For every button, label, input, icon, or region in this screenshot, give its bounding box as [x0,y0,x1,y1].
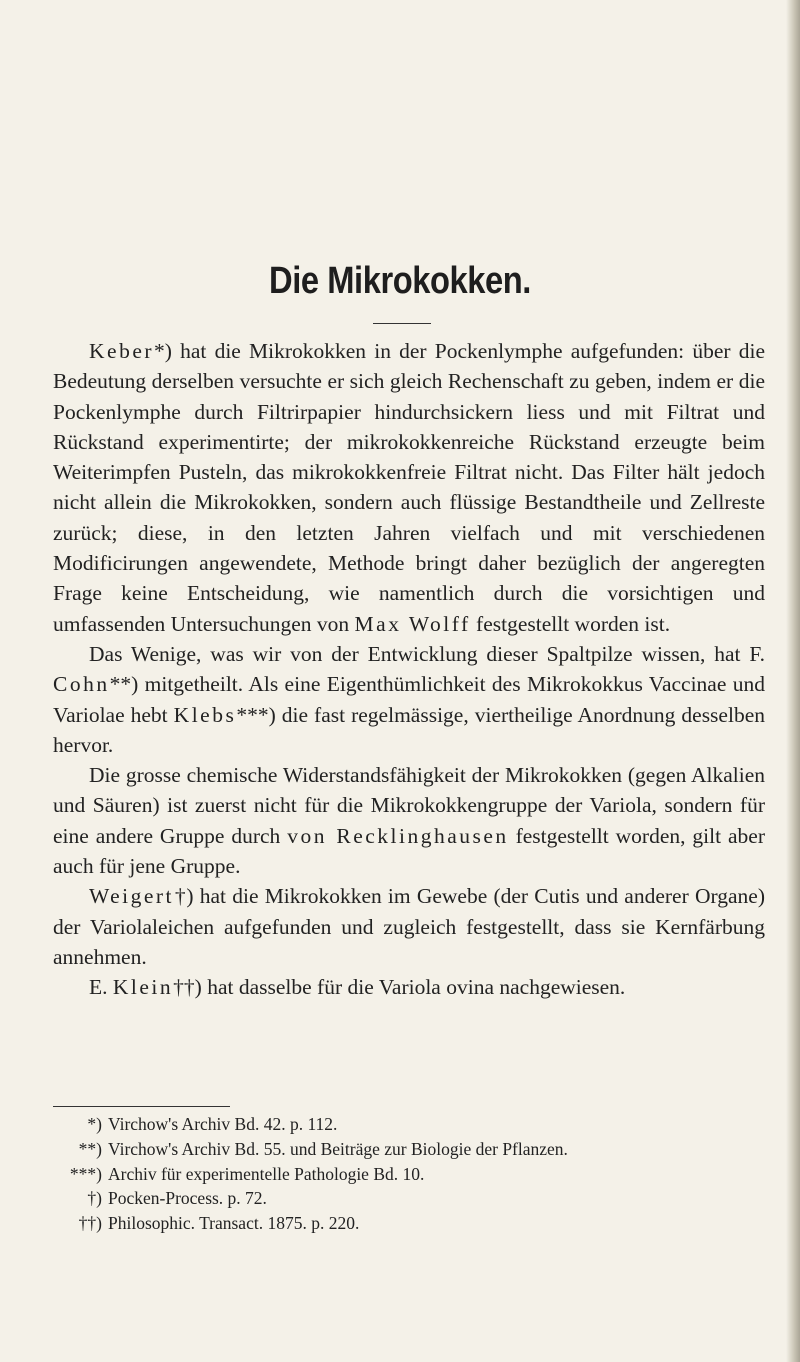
footnote-text: Pocken-Process. p. 72. [108,1188,267,1209]
footnote-text: Virchow's Archiv Bd. 42. p. 112. [108,1114,338,1134]
page-title: Die Mikrokokken. [269,260,531,302]
footnote-mark: **) [78,1138,102,1159]
footnote-mark: ††) [78,1213,102,1234]
paragraph [53,760,765,881]
author-name: Weigert [89,884,175,909]
paragraph [53,972,765,1002]
author-name: Keber [89,339,155,363]
text-run: E. [89,975,113,1000]
author-name: Cohn [53,672,110,697]
paragraph [53,639,765,760]
footnote-text: Archiv für experimentelle Pathologie Bd. 10. [108,1163,425,1184]
author-name: Klein [112,975,174,1000]
author-name: Klebs [173,702,237,727]
footnote-mark: ***) [69,1163,102,1184]
text-run: Die grosse chemische Widerstandsfähigkeit der Mikrokokken (gegen Alkalien und Säuren) ist zuerst nicht für die Mikrokokkengruppe der Variola, sondern für eine andere Gruppe durch [53,763,765,848]
footnote [68,1211,768,1236]
title-divider [373,323,431,324]
text-run: Das Wenige, was wir von der Entwicklung dieser Spaltpilze wissen, hat F. [89,641,765,666]
footnote-divider [53,1106,230,1107]
footnote [68,1186,768,1211]
footnote-mark: *) [87,1114,102,1134]
footnote-mark: †) [87,1188,102,1209]
footnote [68,1137,768,1162]
footnote-text: Philosophic. Transact. 1875. p. 220. [108,1213,360,1234]
text-run: *) hat die Mikrokokken in der Pockenlymphe aufgefunden: über die Bedeutung derselben versuchte er sich gleich Rechenschaft zu geben, indem er die Pockenlymphe durch Filtrirpapier hindurchsickern liess und mit Filtrat und Rückstand experimentirte; der mikrokokkenreiche Rückstand erzeugte beim Weiterimpfen Pusteln, das mikrokokkenfreie Filtrat nicht. Das Filter hält jedoch nicht allein die Mikrokokken, sondern auch flüssige Bestandtheile und Zellreste zurück; diese, in den letzten Jahren vielfach und mit verschiedenen Modificirungen angewendete, Methode bringt daher bezüglich der angeregten Frage keine Entscheidung, wie namentlich durch die vorsichtigen und umfassenden Untersuchungen von [53,339,765,636]
text-run: ††) hat dasselbe für die Variola ovina nachgewiesen. [173,975,626,1000]
footnote [68,1162,768,1187]
paragraph [53,336,765,639]
page-edge-shadow [786,0,800,1362]
footnote [68,1112,768,1137]
author-name: Max Wolff [354,611,471,636]
text-run: ***) die fast regelmässige, viertheilige Anordnung desselben hervor. [53,702,765,757]
author-name: von Recklinghausen [287,823,509,848]
text-run: festgestellt worden, gilt aber auch für jene Gruppe. [53,823,765,879]
paragraph [53,881,765,972]
text-run: **) mitgetheilt. Als eine Eigenthümlichkeit des Mikrokokkus Vaccinae und Variolae hebt [53,672,765,727]
body-text [53,336,765,1003]
text-run: †) hat die Mikrokokken im Gewebe (der Cutis und anderer Organe) der Variolaleichen aufgefunden und zugleich festgestellt, dass sie Kernfärbung annehmen. [53,884,765,969]
footnote-text: Virchow's Archiv Bd. 55. und Beiträge zur Biologie der Pflanzen. [108,1138,568,1159]
footnotes [68,1112,768,1236]
text-run: festgestellt worden ist. [470,611,671,636]
